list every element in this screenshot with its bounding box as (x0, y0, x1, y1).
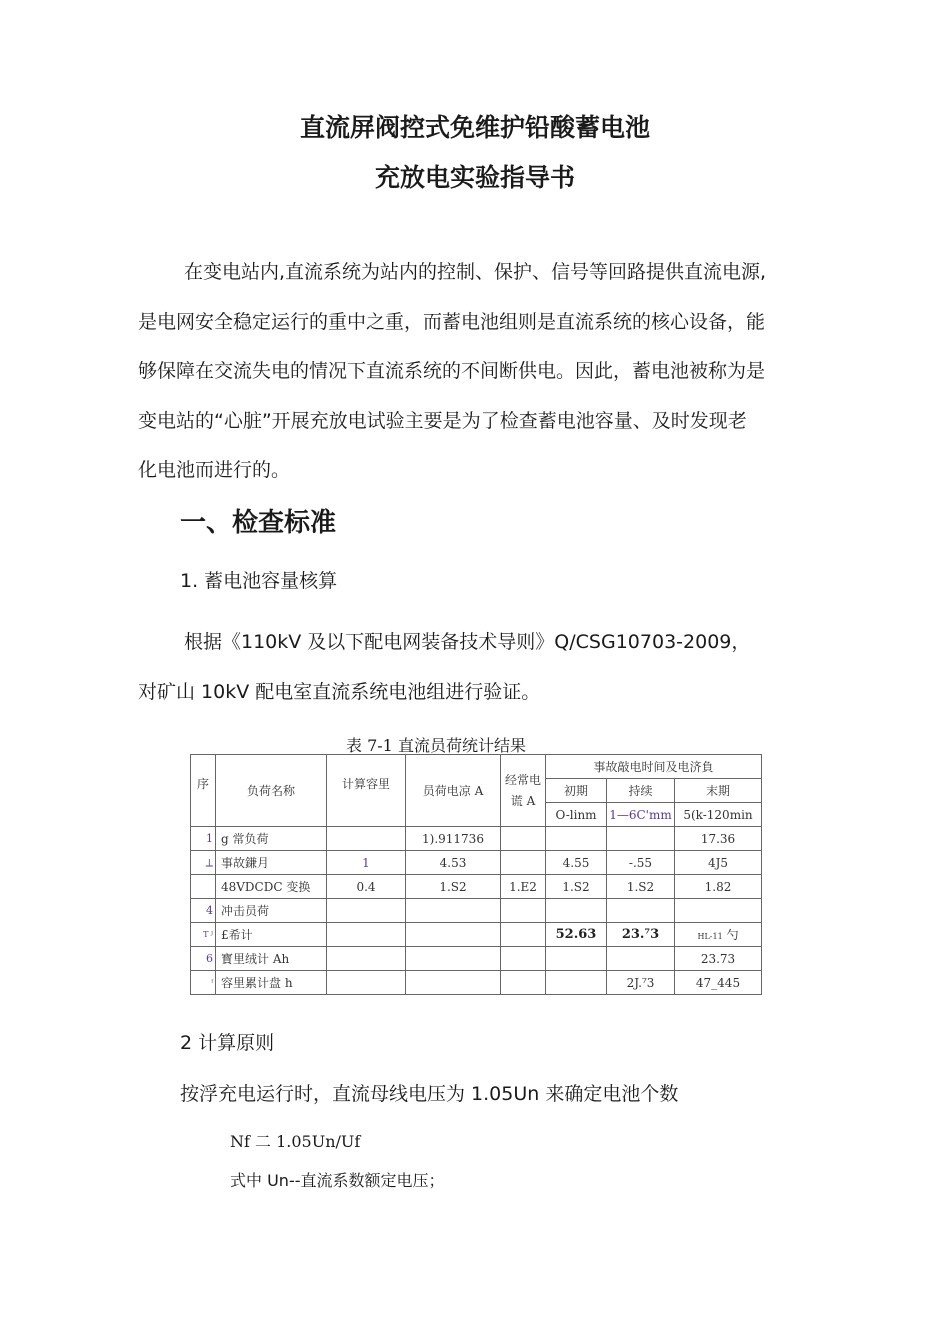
section2-line1: 按浮充电运行时，直流母线电压为 1.05Un 来确定电池个数 (180, 1083, 679, 1105)
row-current (406, 971, 501, 995)
load-statistics-table (190, 754, 762, 995)
row-capacity (327, 971, 406, 995)
row-final-value: 勺 (726, 928, 739, 942)
header-capacity: 计算容里 (327, 755, 406, 827)
table-row (191, 851, 762, 875)
header-name: 负荷名称 (216, 755, 327, 827)
row-sustain (607, 827, 675, 851)
row-initial: 4.55 (546, 851, 607, 875)
table-row (191, 947, 762, 971)
row-name: 事故鎌月 (216, 851, 327, 875)
row-final: 1.82 (675, 875, 762, 899)
formula: Nf 二 1.05Un/Uf (230, 1132, 361, 1151)
table-row (191, 875, 762, 899)
row-regular: 1.E2 (501, 875, 546, 899)
table-row (191, 923, 762, 947)
row-seq (191, 875, 216, 899)
row-sustain: 23.⁷3 (607, 923, 675, 947)
row-sustain (607, 947, 675, 971)
doc-title-line1: 直流屏阀控式免维护铅酸蓄电池 (299, 113, 650, 142)
section1-sub1: 1. 蓄电池容量核算 (180, 570, 338, 592)
header-sustain: 持续 (607, 779, 675, 803)
row-regular (501, 947, 546, 971)
row-initial: 52.63 (546, 923, 607, 947)
row-regular (501, 827, 546, 851)
row-regular (501, 923, 546, 947)
row-initial (546, 971, 607, 995)
header-final-sub: 5(k-120min (675, 803, 762, 827)
row-capacity: 0.4 (327, 875, 406, 899)
doc-title-line2: 充放电实验指导书 (374, 163, 575, 192)
row-capacity: 1 (327, 851, 406, 875)
row-name: g 常负荷 (216, 827, 327, 851)
header-seq: 序 (191, 755, 216, 827)
intro-line-4: 变电站的“心脏”开展充放电试验主要是为了检查蓄电池容量、及时发现老 (138, 410, 747, 432)
row-final (675, 923, 762, 947)
row-regular (501, 971, 546, 995)
intro-line-3: 够保障在交流失电的情况下直流系统的不间断供电。因此，蓄电池被称为是 (138, 360, 766, 382)
reference-line-1: 根据《110kV 及以下配电网装备技术导则》Q/CSG10703-2009， (184, 631, 751, 653)
row-current (406, 947, 501, 971)
row-name: 容里累计盘 h (216, 971, 327, 995)
reference-line-2: 对矿山 10kV 配电室直流系统电池组进行验证。 (138, 681, 541, 703)
row-capacity (327, 827, 406, 851)
row-sustain: -.55 (607, 851, 675, 875)
row-current: 1).911736 (406, 827, 501, 851)
row-regular (501, 851, 546, 875)
intro-line-1: 在变电站内,直流系统为站内的控制、保护、信号等回路提供直流电源, (184, 261, 767, 283)
row-seq: ⟂ (191, 851, 216, 875)
row-current: 4.53 (406, 851, 501, 875)
row-seq: T ᴶ (191, 923, 216, 947)
row-capacity (327, 947, 406, 971)
intro-line-2: 是电网安全稳定运行的重中之重，而蓄电池组则是直流系统的核心设备，能 (138, 311, 766, 333)
table-row (191, 899, 762, 923)
header-current: 员荷电凉 A (406, 755, 501, 827)
row-current (406, 899, 501, 923)
row-initial: 1.S2 (546, 875, 607, 899)
header-final: 末期 (675, 779, 762, 803)
row-final-small: HL-11 (697, 932, 723, 941)
header-group: 事故敲电时间及电济負 (546, 755, 762, 779)
row-initial (546, 899, 607, 923)
intro-line-5: 化电池而进行的。 (138, 459, 291, 481)
row-capacity (327, 923, 406, 947)
row-regular (501, 899, 546, 923)
row-seq: 4 (191, 899, 216, 923)
formula-note: 式中 Un--直流系数额定电压； (230, 1171, 445, 1190)
row-final: 47_445 (675, 971, 762, 995)
row-capacity (327, 899, 406, 923)
row-initial (546, 827, 607, 851)
row-name: 48VDCDC 变换 (216, 875, 327, 899)
table-row (191, 827, 762, 851)
row-name: 冲击员荷 (216, 899, 327, 923)
header-initial: 初期 (546, 779, 607, 803)
row-seq: 1 (191, 827, 216, 851)
row-sustain: 2J.⁷3 (607, 971, 675, 995)
row-initial (546, 947, 607, 971)
table-row (191, 971, 762, 995)
row-sustain: 1.S2 (607, 875, 675, 899)
row-current: 1.S2 (406, 875, 501, 899)
row-current (406, 923, 501, 947)
row-final (675, 899, 762, 923)
row-sustain (607, 899, 675, 923)
section1-heading: 一、检查标准 (180, 508, 337, 538)
row-final: 17.36 (675, 827, 762, 851)
row-name: £希计 (216, 923, 327, 947)
row-name: 寳里绒计 Ah (216, 947, 327, 971)
section2-heading: 2 计算原则 (180, 1032, 275, 1054)
table-caption: 表 7-1 直流员荷统计结果 (346, 736, 526, 755)
row-final: 4J5 (675, 851, 762, 875)
header-sustain-sub: 1—6C'mm (607, 803, 675, 827)
row-seq: ᶠ (191, 971, 216, 995)
row-final: 23.73 (675, 947, 762, 971)
header-regular: 经常电谎 A (501, 755, 546, 827)
row-seq: 6 (191, 947, 216, 971)
header-initial-sub: O-linm (546, 803, 607, 827)
